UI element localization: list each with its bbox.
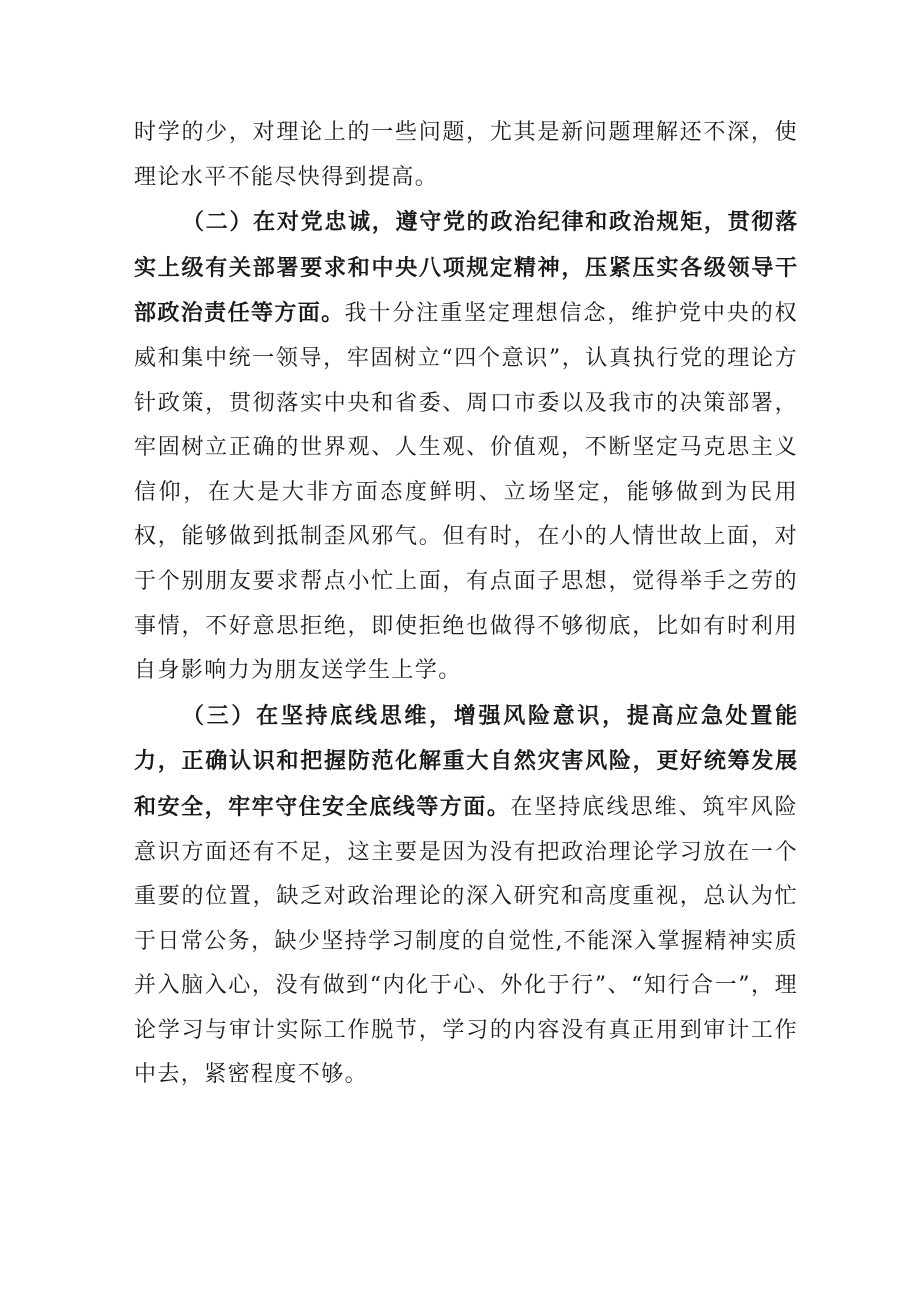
paragraph-3 — [134, 694, 798, 1098]
paragraph-2-text: 我十分注重坚定理想信念，维护党中央的权威和集中统一领导，牢固树立“四个意识”，认真执行党的理论方针政策，贯彻落实中央和省委、周口市委以及我市的决策部署，牢固树立正确的世界观、人生观、价值观，不断坚定马克思主义信仰，在大是大非方面态度鲜明、立场坚定，能够做到为民用权，能够做到抵制歪风邪气。但有时，在小的人情世故上面，对于个别朋友要求帮点小忙上面，有点面子思想，觉得举手之劳的事情，不好意思拒绝，即使拒绝也做得不够彻底，比如有时利用自身影响力为朋友送学生上学。 — [134, 301, 798, 684]
paragraph-1 — [134, 110, 798, 200]
paragraph-3-heading: （三）在坚持底线思维，增强风险意识，提高应急处置能力，正确认识和把握防范化解重大自然灾害风险，更好统筹发展和安全，牢牢守住安全底线等方面。 — [134, 702, 798, 820]
paragraph-3-text: 在坚持底线思维、筑牢风险意识方面还有不足，这主要是因为没有把政治理论学习放在一个重要的位置，缺乏对政治理论的深入研究和高度重视，总认为忙于日常公务，缺少坚持学习制度的自觉性,不能深入掌握精神实质并入脑入心，没有做到“内化于心、外化于行”、“知行合一”，理论学习与审计实际工作脱节，学习的内容没有真正用到审计工作中去，紧密程度不够。 — [134, 794, 798, 1088]
document-body — [134, 110, 798, 1098]
paragraph-2 — [134, 200, 798, 694]
paragraph-2-heading: （二）在对党忠诚，遵守党的政治纪律和政治规矩，贯彻落实上级有关部署要求和中央八项规定精神，压紧压实各级领导干部政治责任等方面。 — [134, 209, 798, 327]
paragraph-1-text: 时学的少，对理论上的一些问题，尤其是新问题理解还不深，使理论水平不能尽快得到提高。 — [134, 120, 798, 190]
